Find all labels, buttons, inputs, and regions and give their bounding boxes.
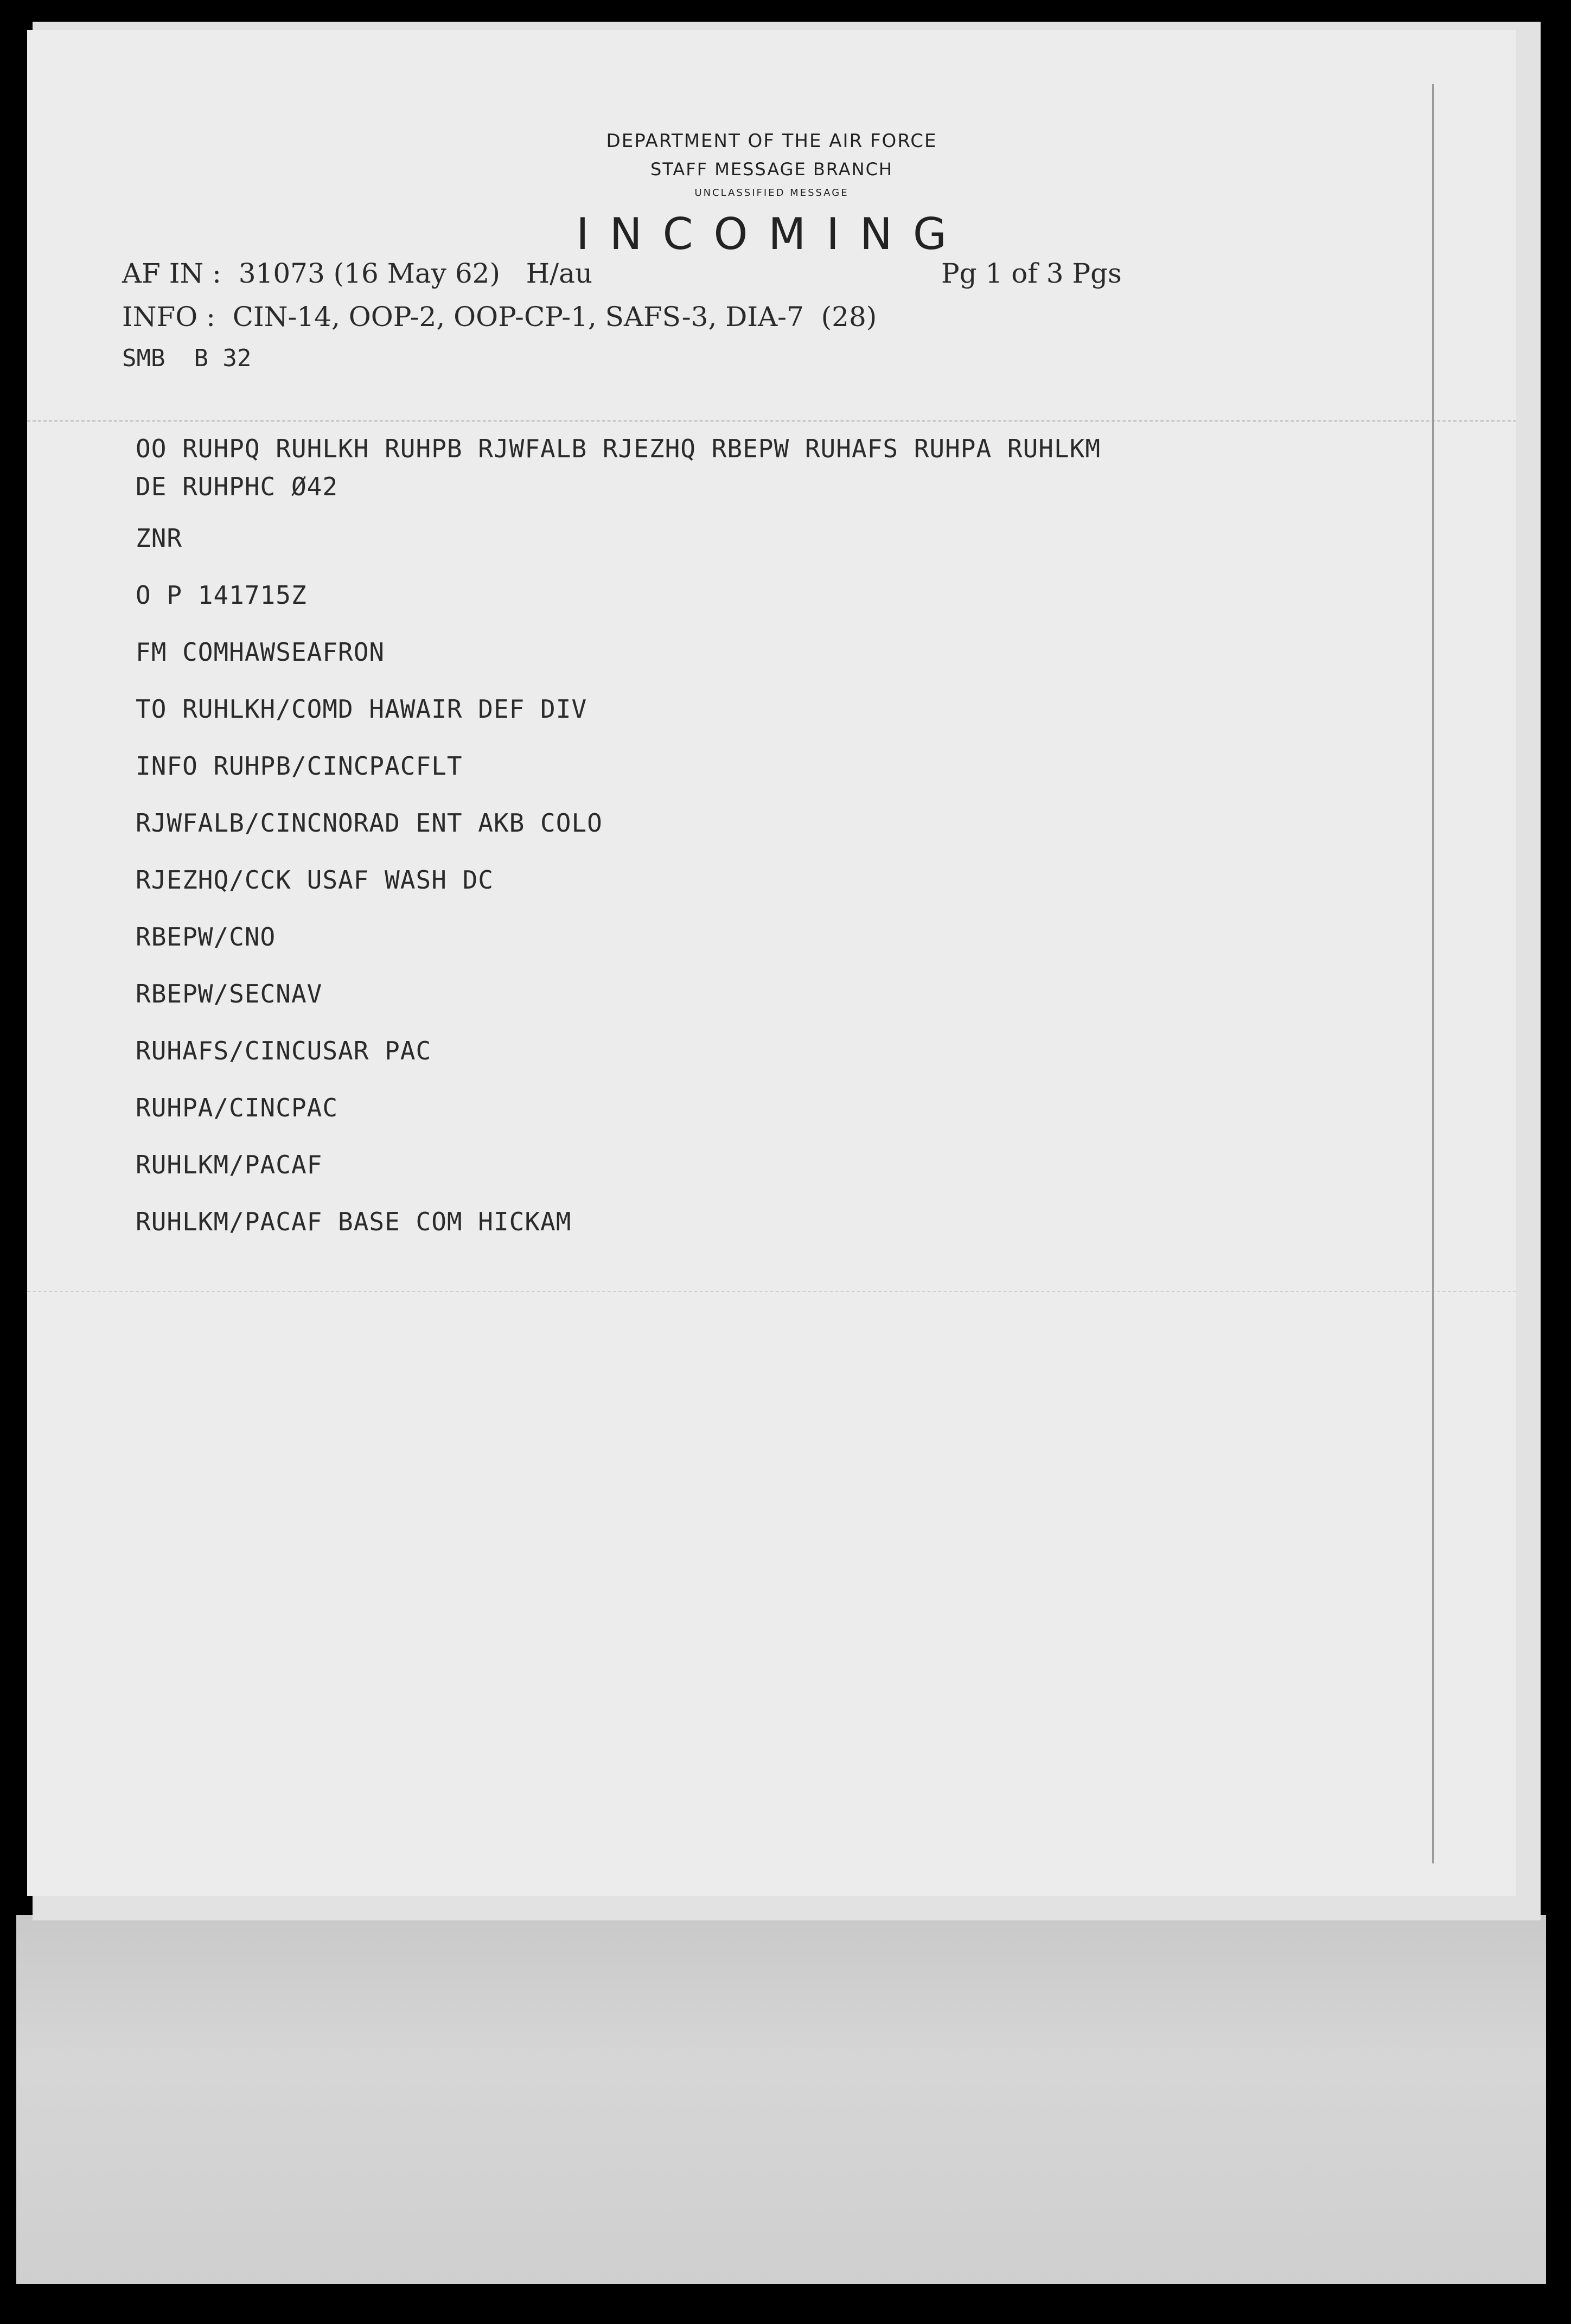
department-heading: DEPARTMENT OF THE AIR FORCE — [606, 130, 937, 152]
branch-heading: STAFF MESSAGE BRANCH — [650, 159, 893, 180]
info-line: INFO RUHPB/CINCPACFLT — [136, 751, 463, 781]
info-line: RUHAFS/CINCUSAR PAC — [136, 1036, 432, 1065]
routing-line-1: OO RUHPQ RUHLKH RUHPB RJWFALB RJEZHQ RBEPW RUHAFS RUHPA RUHLKM — [136, 434, 1101, 463]
from-line: FM COMHAWSEAFRON — [136, 637, 385, 667]
info-line: RJWFALB/CINCNORAD ENT AKB COLO — [136, 808, 603, 838]
info-line: RBEPW/CNO — [136, 922, 276, 952]
message-sheet — [27, 30, 1516, 1896]
smb-line: SMB B 32 — [122, 344, 252, 372]
to-line: TO RUHLKH/COMD HAWAIR DEF DIV — [136, 694, 587, 724]
page-edge-line — [1432, 84, 1434, 1863]
classification-label: UNCLASSIFIED MESSAGE — [694, 187, 849, 199]
precedence-line: O P 141715Z — [136, 580, 307, 610]
fold-divider — [27, 1291, 1516, 1292]
routing-line-2: DE RUHPHC Ø42 — [136, 472, 339, 501]
info-line: RUHLKM/PACAF — [136, 1150, 323, 1179]
info-line: RJEZHQ/CCK USAF WASH DC — [136, 865, 494, 895]
af-in-line: AF IN : 31073 (16 May 62) H/au — [122, 258, 593, 289]
page-count: Pg 1 of 3 Pgs — [941, 258, 1122, 289]
info-line: RUHPA/CINCPAC — [136, 1093, 339, 1122]
film-frame-lower — [16, 1915, 1546, 2284]
info-distribution-line: INFO : CIN-14, OOP-2, OOP-CP-1, SAFS-3, DIA-7 (28) — [122, 301, 877, 333]
info-line: RBEPW/SECNAV — [136, 979, 323, 1008]
header-divider — [27, 420, 1516, 422]
znr-line: ZNR — [136, 523, 183, 553]
incoming-title: INCOMING — [576, 209, 967, 259]
info-line: RUHLKM/PACAF BASE COM HICKAM — [136, 1207, 572, 1236]
